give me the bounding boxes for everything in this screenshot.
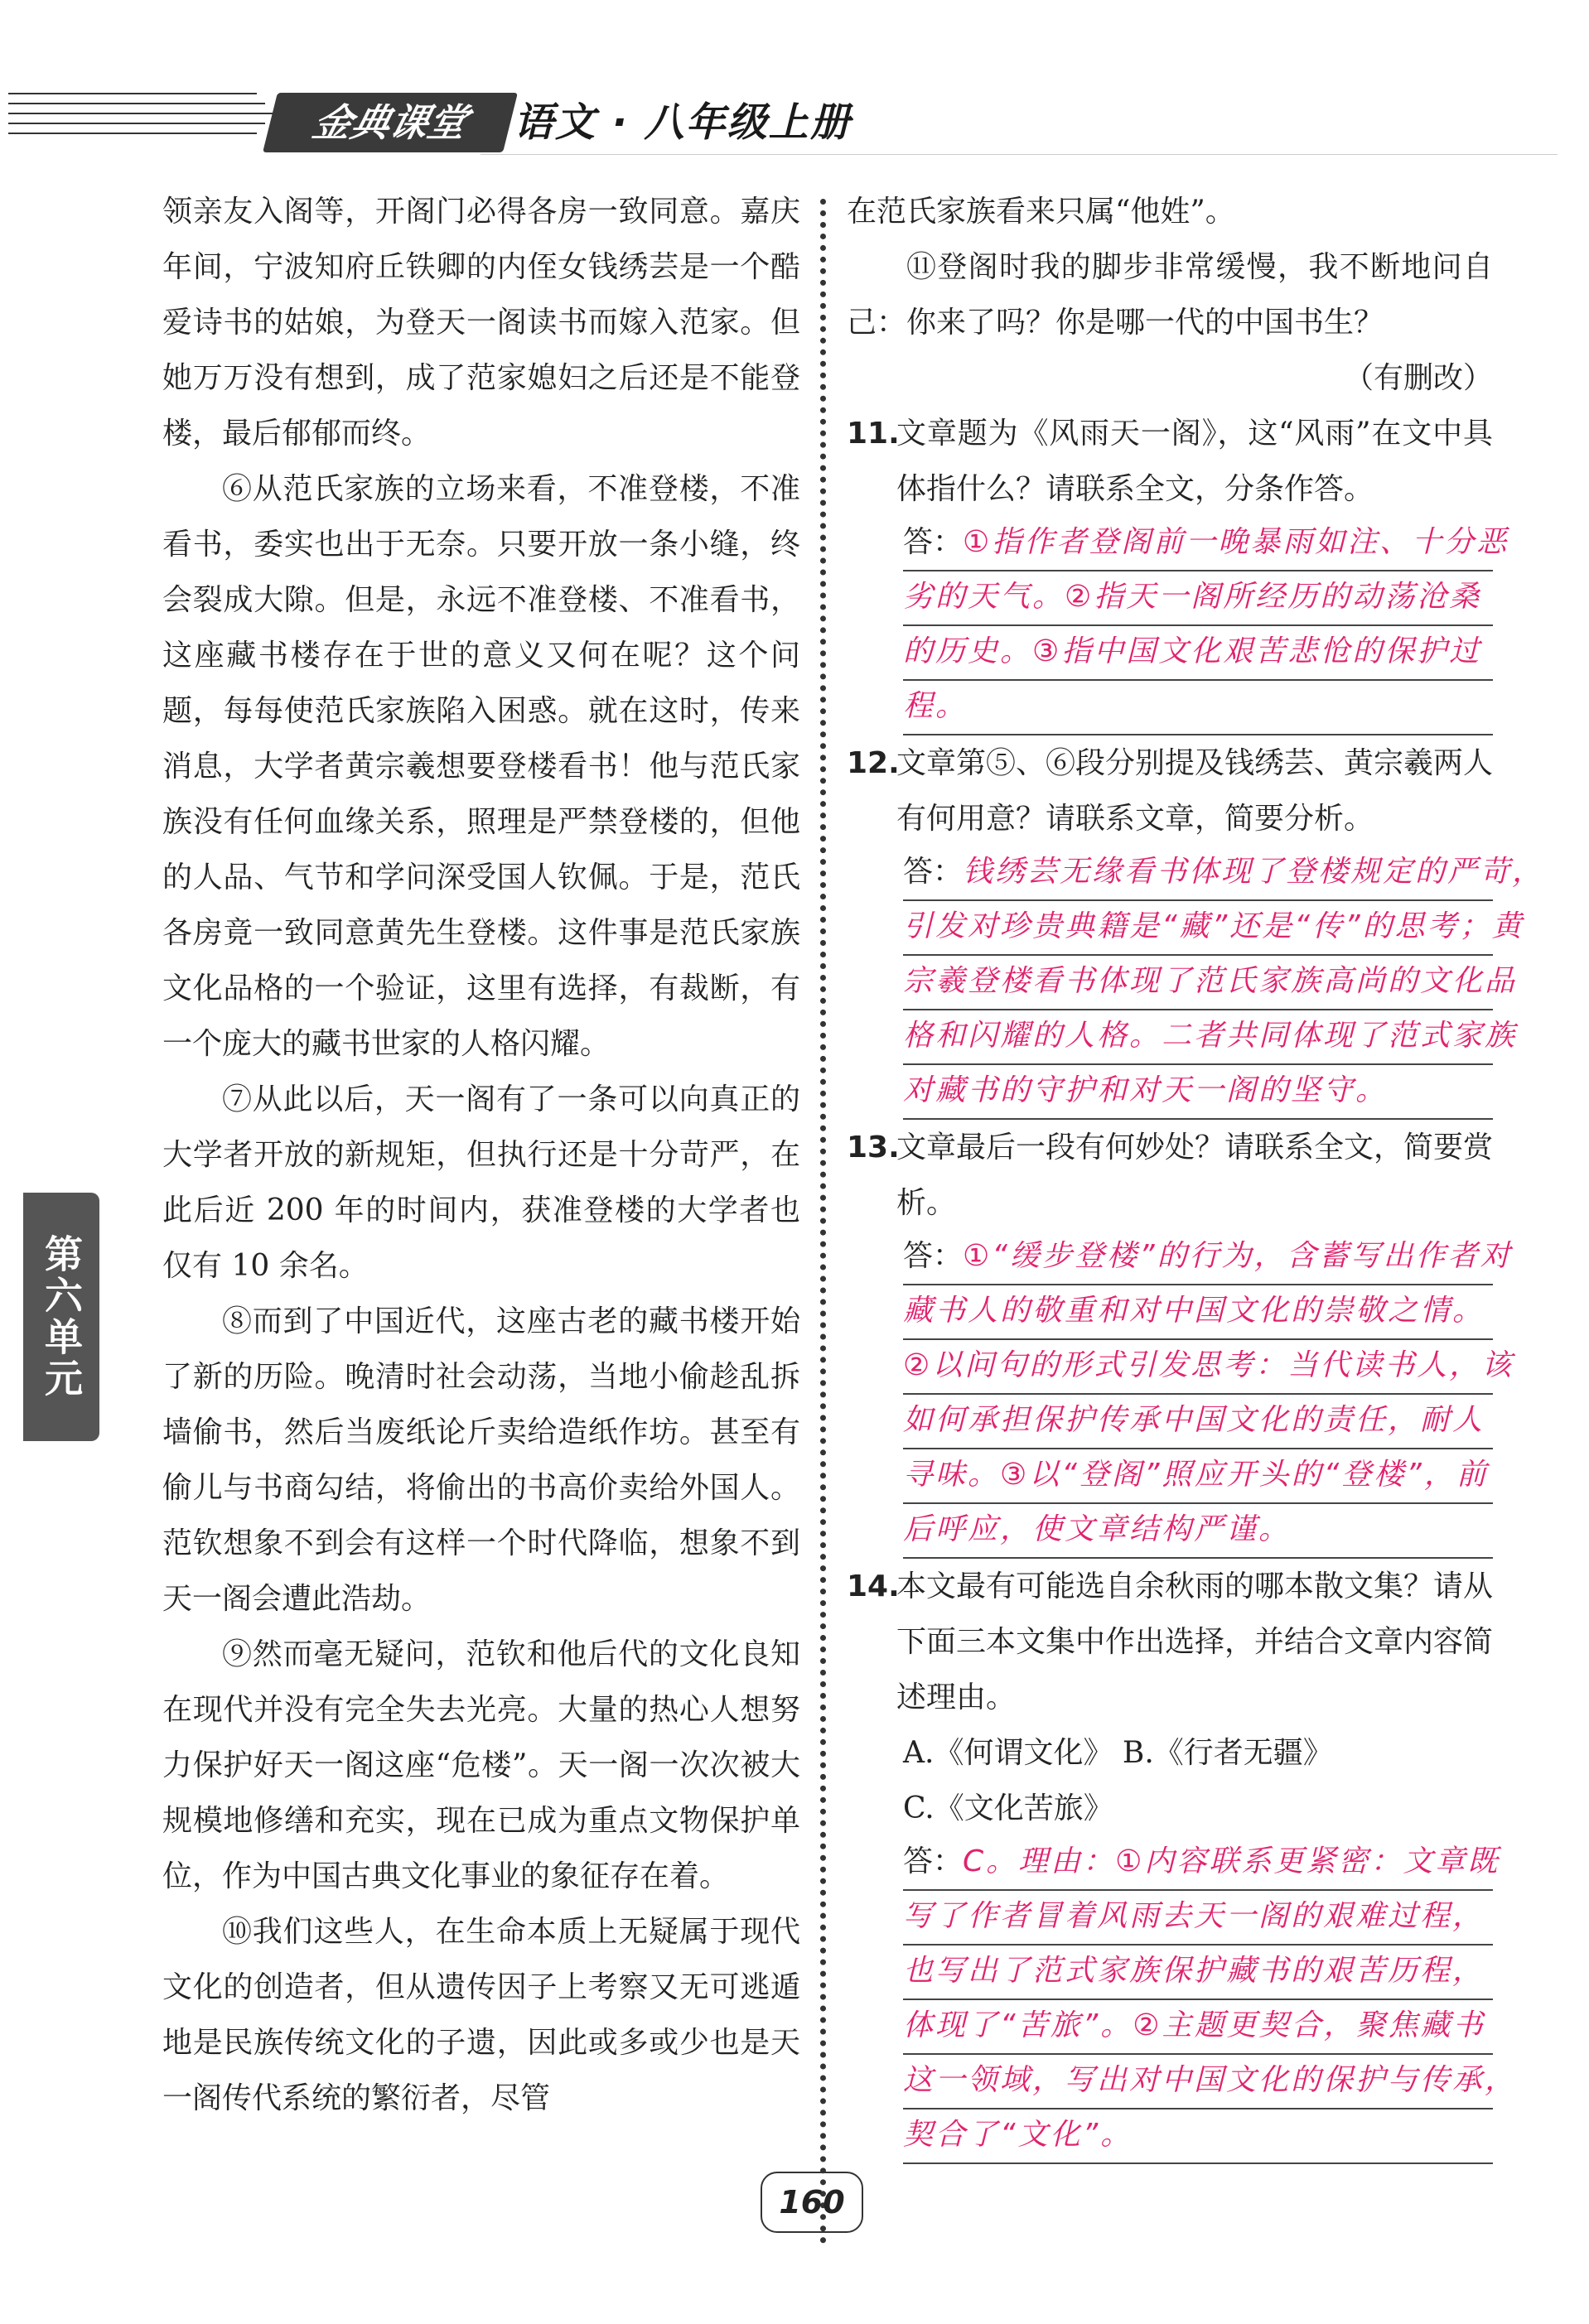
handwritten-answer: 对藏书的守护和对天一阁的坚守。 [903, 1073, 1389, 1107]
handwritten-answer: 写了作者冒着风雨去天一阁的艰难过程， [903, 1899, 1485, 1933]
handwritten-answer: 契合了“文化”。 [903, 2118, 1133, 2152]
answer-11 [847, 517, 1509, 735]
left-column [162, 184, 800, 2126]
option-line: C.《文化苦旅》 [903, 1791, 1113, 1825]
book-subject: 语文 · 八年级上册 [514, 99, 852, 146]
header-rule [481, 154, 1558, 155]
handwritten-answer: 的历史。③指中国文化艰苦悲怆的保护过 [903, 634, 1482, 668]
handwritten-answer: 藏书人的敬重和对中国文化的崇敬之情。 [903, 1294, 1485, 1328]
paragraph: ⑪登阁时我的脚步非常缓慢，我不断地问自己：你来了吗？你是哪一代的中国书生？ [847, 250, 1493, 340]
handwritten-answer: 宗羲登楼看书体现了范氏家族高尚的文化品 [903, 964, 1518, 998]
answer-line [903, 956, 1518, 1010]
header-stripe [8, 103, 265, 104]
header-stripe [8, 113, 273, 114]
paragraph: 领亲友入阁等，开阁门必得各房一致同意。嘉庆年间，宁波知府丘铁卿的内侄女钱绣芸是一个酷爱诗书的姑娘，为登天一阁读书而嫁入范家。但她万万没有想到，成了范家媳妇之后还是不能登楼，最后郁郁而终。 [162, 195, 800, 451]
answer-line [903, 1340, 1514, 1395]
handwritten-answer: 这一领域，写出对中国文化的保护与传承， [903, 2063, 1518, 2097]
answer-line [903, 1010, 1518, 1065]
question-text: 本文最有可能选自余秋雨的哪本散文集？请从下面三本文集中作出选择，并结合文章内容简述理由。 [896, 1569, 1494, 1714]
answer-13 [847, 1231, 1514, 1559]
page-number: 160 [761, 2172, 863, 2233]
question-12 [847, 735, 1493, 846]
answer-line [903, 846, 1545, 901]
unit-side-tab: 第六单元 [23, 1193, 99, 1441]
paragraph: 在范氏家族看来只属“他姓”。 [847, 195, 1235, 229]
brand-logo: 金典课堂 [263, 93, 518, 152]
answer-line [903, 1285, 1493, 1340]
answer-line [903, 681, 1493, 735]
question-14 [847, 1559, 1493, 1725]
header-stripe [8, 93, 257, 94]
answer-label: 答： [903, 1239, 964, 1273]
answer-line [903, 1231, 1513, 1285]
column-divider [820, 199, 826, 2244]
handwritten-answer: 如何承担保护传承中国文化的责任，耐人 [903, 1403, 1485, 1437]
answer-line [903, 571, 1493, 626]
answer-line [903, 1065, 1493, 1120]
handwritten-answer: ①“缓步登楼”的行为，含蓄写出作者对 [963, 1239, 1513, 1273]
option-line: A.《何谓文化》 B.《行者无疆》 [903, 1736, 1333, 1770]
question-13 [847, 1120, 1493, 1231]
handwritten-answer: 体现了“苦旅”。②主题更契合，聚焦藏书 [903, 2008, 1485, 2042]
question-text: 文章最后一段有何妙处？请联系全文，简要赏析。 [896, 1131, 1494, 1220]
handwritten-answer: 格和闪耀的人格。二者共同体现了范式家族 [903, 1019, 1518, 1053]
handwritten-answer: ②以问句的形式引发思考：当代读书人，该 [903, 1348, 1514, 1382]
answer-label: 答： [903, 525, 964, 559]
handwritten-answer: 后呼应，使文章结构严谨。 [903, 1512, 1292, 1546]
answer-line [903, 1891, 1493, 1946]
source-note: （有删改） [1343, 361, 1493, 395]
header-stripe [8, 123, 265, 124]
paragraph: ⑥从范氏家族的立场来看，不准登楼，不准看书，委实也出于无奈。只要开放一条小缝，终会裂成大隙。但是，永远不准登楼、不准看书，这座藏书楼存在于世的意义又何在呢？这个问题，每每使范氏家族陷入困惑。就在这时，传来消息，大学者黄宗羲想要登楼看书！他与范氏家族没有任何血缘关系，照理是严禁登楼的，但他的人品、气节和学问深受国人钦佩。于是，范氏各房竟一致同意黄先生登楼。这件事是范氏家族文化品格的一个验证，这里有选择，有裁断，有一个庞大的藏书世家的人格闪耀。 [162, 472, 800, 1061]
answer-line [903, 2000, 1493, 2055]
question-text: 文章题为《风雨天一阁》，这“风雨”在文中具体指什么？请联系全文，分条作答。 [896, 417, 1493, 506]
handwritten-answer: 劣的天气。②指天一阁所经历的动荡沧桑 [903, 580, 1482, 614]
paragraph: ⑧而到了中国近代，这座古老的藏书楼开始了新的历险。晚清时社会动荡，当地小偷趁乱拆墙偷书，然后当废纸论斤卖给造纸作坊。甚至有偷儿与书商勾结，将偷出的书高价卖给外国人。范钦想象不到会有这样一个时代降临，想象不到天一阁会遭此浩劫。 [162, 1304, 800, 1616]
paragraph: ⑩我们这些人，在生命本质上无疑属于现代文化的创造者，但从遗传因子上考察又无可逃遁地是民族传统文化的子遗，因此或多或少也是天一阁传代系统的繁衍者，尽管 [162, 1915, 800, 2115]
handwritten-answer: 也写出了范式家族保护藏书的艰苦历程， [903, 1954, 1485, 1988]
right-column [847, 184, 1545, 2164]
question-text: 文章第⑤、⑥段分别提及钱绣芸、黄宗羲两人有何用意？请联系文章，简要分析。 [896, 746, 1494, 836]
answer-line [903, 1395, 1493, 1449]
paragraph: ⑨然而毫无疑问，范钦和他后代的文化良知在现代并没有完全失去光亮。大量的热心人想努力保护好天一阁这座“危楼”。天一阁一次次被大规模地修缮和充实，现在已成为重点文物保护单位，作为中国古典文化事业的象征存在着。 [162, 1637, 800, 1893]
answer-line [903, 901, 1524, 956]
answer-label: 答： [903, 1844, 964, 1878]
paragraph: ⑦从此以后，天一阁有了一条可以向真正的大学者开放的新规矩，但执行还是十分苛严，在此后近 200 年的时间内，获准登楼的大学者也仅有 10 余名。 [162, 1082, 800, 1283]
answer-label: 答： [903, 855, 964, 889]
handwritten-answer: ①指作者登阁前一晚暴雨如注、十分恶 [963, 525, 1509, 559]
answer-line [903, 2055, 1518, 2109]
handwritten-answer: C。理由：①内容联系更紧密：文章既 [963, 1844, 1500, 1878]
handwritten-answer: 程。 [903, 689, 968, 723]
answer-14 [847, 1836, 1518, 2164]
answer-line [903, 1504, 1493, 1559]
answer-line [903, 626, 1493, 681]
header-stripe [8, 133, 257, 134]
handwritten-answer: 寻味。③以“登阁”照应开头的“登楼”，前 [903, 1458, 1489, 1492]
handwritten-answer: 钱绣芸无缘看书体现了登楼规定的严苛， [963, 855, 1545, 889]
question-number: 13. [847, 1131, 900, 1164]
answer-line [903, 2109, 1493, 2164]
answer-12 [847, 846, 1545, 1120]
question-number: 14. [847, 1569, 900, 1603]
answer-line [903, 1836, 1500, 1891]
answer-line [903, 517, 1509, 571]
handwritten-answer: 引发对珍贵典籍是“藏”还是“传”的思考；黄 [903, 909, 1524, 943]
answer-line [903, 1946, 1493, 2000]
question-number: 12. [847, 746, 900, 780]
question-11 [847, 406, 1493, 517]
question-number: 11. [847, 417, 900, 451]
answer-line [903, 1449, 1493, 1504]
